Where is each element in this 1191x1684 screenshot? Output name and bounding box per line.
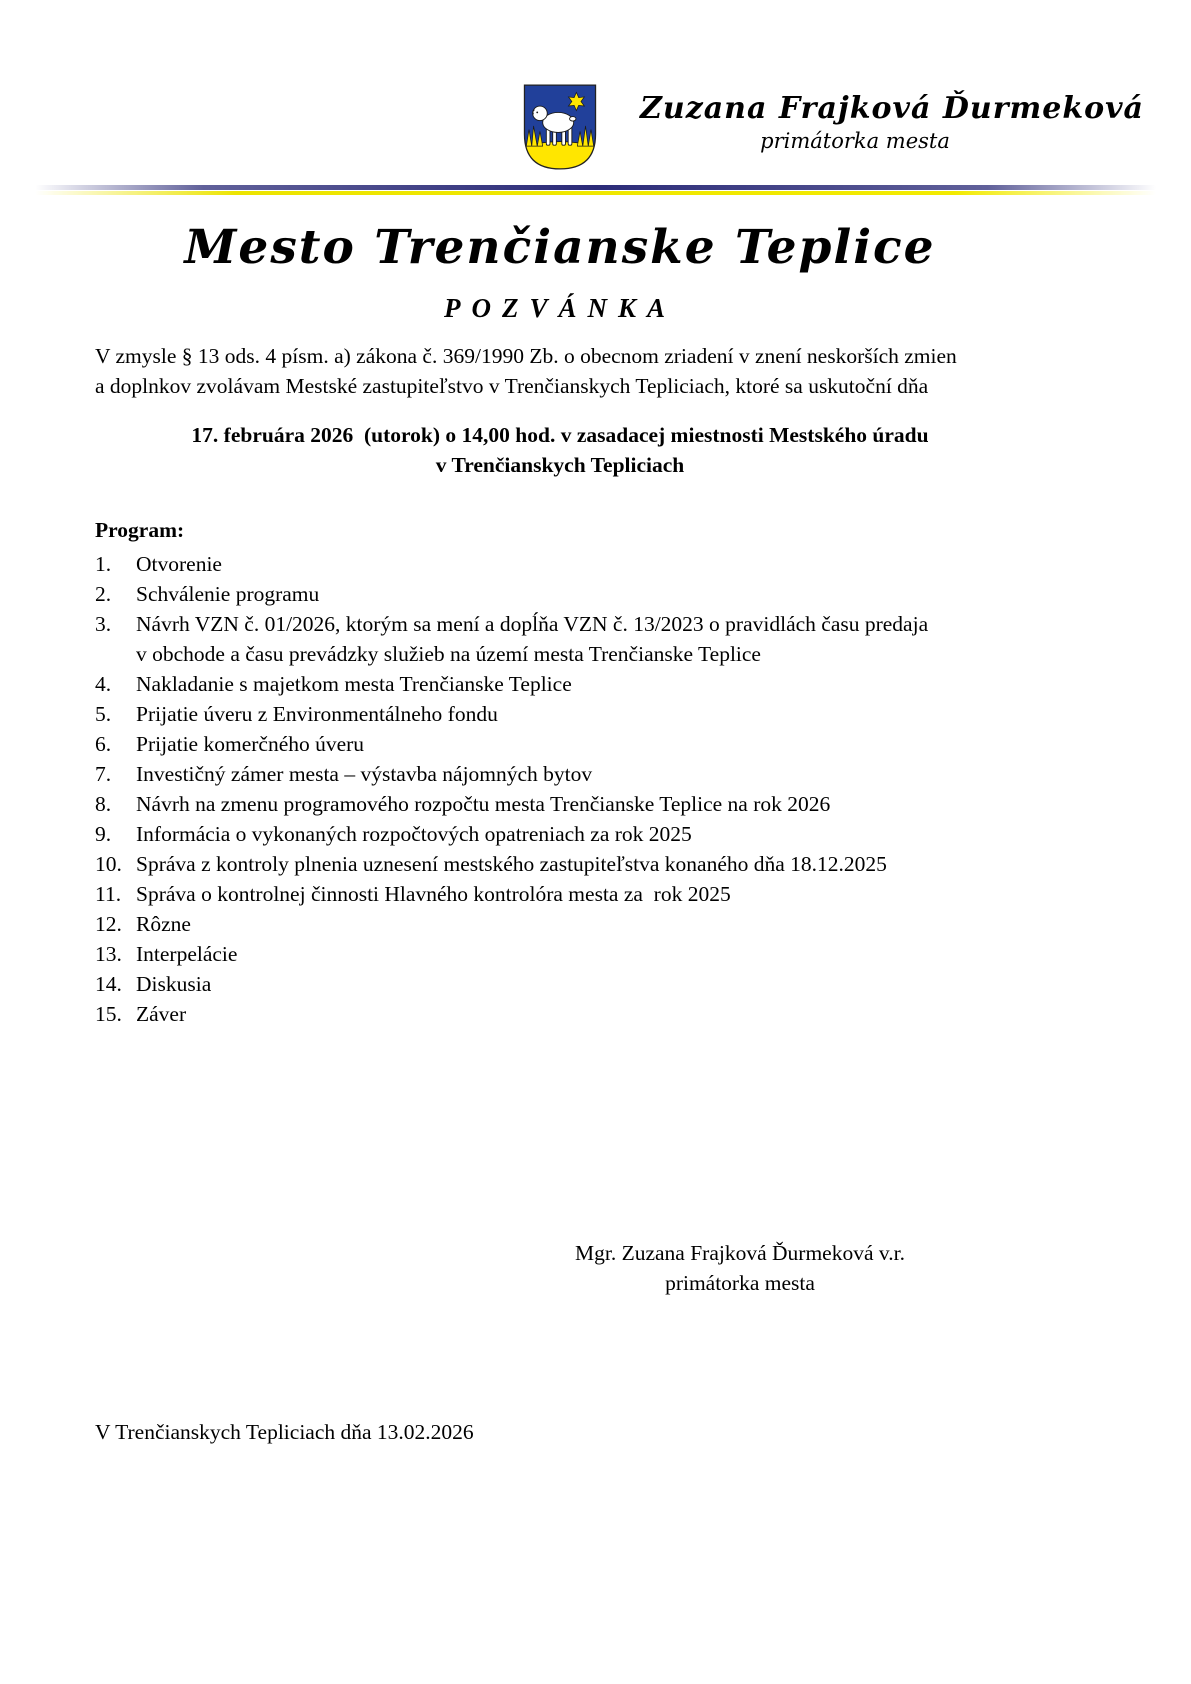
- item-text: Správa o kontrolnej činnosti Hlavného kontrolóra mesta za rok 2025: [136, 882, 731, 906]
- item-number: 9.: [95, 822, 112, 846]
- item-text: Návrh VZN č. 01/2026, ktorým sa mení a dopĺňa VZN č. 13/2023 o pravidlách času predaja: [136, 612, 929, 636]
- item-number: 6.: [95, 732, 112, 756]
- meeting-notice: [0, 420, 1120, 480]
- item-number: 5.: [95, 702, 112, 726]
- item-text: Informácia o vykonaných rozpočtových opatreniach za rok 2025: [136, 822, 692, 846]
- item-number: 4.: [95, 672, 112, 696]
- item-number: 10.: [95, 852, 122, 876]
- town-coat-of-arms-icon: [519, 80, 601, 174]
- program-item: [95, 819, 1105, 849]
- item-text: Návrh na zmenu programového rozpočtu mesta Trenčianske Teplice na rok 2026: [136, 792, 831, 816]
- signature-name: Mgr. Zuzana Frajková Ďurmeková v.r.: [575, 1241, 905, 1265]
- item-text: Otvorenie: [136, 552, 222, 576]
- item-text: Schválenie programu: [136, 582, 320, 606]
- program-item: [95, 699, 1105, 729]
- item-number: 1.: [95, 552, 112, 576]
- item-number: 13.: [95, 942, 122, 966]
- program-item: [95, 579, 1105, 609]
- signature-title: primátorka mesta: [665, 1271, 815, 1295]
- item-text: Záver: [136, 1002, 187, 1026]
- program-item: [95, 999, 1105, 1029]
- item-text: Rôzne: [136, 912, 191, 936]
- program-item: [95, 849, 1105, 879]
- divider-yellow-line: [35, 191, 1156, 195]
- item-text: Prijatie úveru z Environmentálneho fondu: [136, 702, 498, 726]
- program-item: [95, 669, 1105, 699]
- intro-paragraph: [95, 341, 957, 401]
- item-number: 15.: [95, 1002, 122, 1026]
- program-item: [95, 969, 1105, 999]
- item-text-continued: v obchode a času prevádzky služieb na území mesta Trenčianske Teplice: [136, 642, 761, 666]
- dateline: V Trenčianskych Tepliciach dňa 13.02.2026: [95, 1420, 474, 1444]
- program-item: [95, 789, 1105, 819]
- program-item: [95, 939, 1105, 969]
- header-signatory-name: Zuzana Frajková Ďurmeková: [640, 91, 1144, 126]
- program-item: [95, 549, 1105, 579]
- header-signatory-title: primátorka mesta: [760, 129, 950, 153]
- item-number: 8.: [95, 792, 112, 816]
- item-text: Diskusia: [136, 972, 212, 996]
- program-item: [95, 609, 1105, 669]
- item-text: Prijatie komerčného úveru: [136, 732, 365, 756]
- item-number: 2.: [95, 582, 112, 606]
- program-item: [95, 729, 1105, 759]
- item-text: Investičný zámer mesta – výstavba nájomných bytov: [136, 762, 593, 786]
- program-item: [95, 759, 1105, 789]
- city-title: Mesto Trenčianske Teplice: [184, 220, 936, 275]
- meeting-line-1: 17. februára 2026 (utorok) o 14,00 hod. v zasadacej miestnosti Mestského úradu: [191, 423, 929, 447]
- document-title: POZVÁNKA: [443, 293, 677, 323]
- header-signatory: [640, 91, 1144, 154]
- meeting-line-2: v Trenčianskych Tepliciach: [435, 453, 685, 477]
- item-text: Interpelácie: [136, 942, 238, 966]
- divider-navy-line: [35, 185, 1156, 190]
- header-divider: [35, 185, 1156, 195]
- item-number: 14.: [95, 972, 122, 996]
- program-item: [95, 909, 1105, 939]
- program-heading: Program:: [95, 518, 185, 542]
- program-item: [95, 879, 1105, 909]
- item-number: 3.: [95, 612, 112, 636]
- item-number: 11.: [95, 882, 122, 906]
- item-text: Nakladanie s majetkom mesta Trenčianske Teplice: [136, 672, 572, 696]
- item-text: Správa z kontroly plnenia uznesení mestského zastupiteľstva konaného dňa 18.12.2025: [136, 852, 887, 876]
- signature-block: [440, 1238, 1040, 1298]
- intro-line-1: V zmysle § 13 ods. 4 písm. a) zákona č. 369/1990 Zb. o obecnom zriadení v znení neskorších zmien: [95, 344, 957, 368]
- intro-line-2: a doplnkov zvolávam Mestské zastupiteľstvo v Trenčianskych Tepliciach, ktoré sa uskutoční dňa: [95, 374, 929, 398]
- item-number: 7.: [95, 762, 112, 786]
- program-list: [95, 549, 1105, 1029]
- item-number: 12.: [95, 912, 122, 936]
